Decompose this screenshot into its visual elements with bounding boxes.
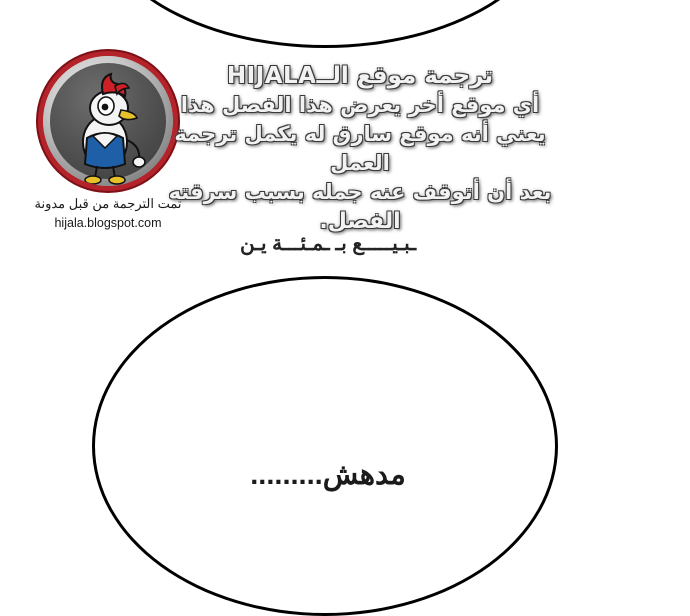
credit-line-1: تمت الترجمة من قبل مدونة bbox=[34, 196, 182, 211]
speech-bubble-top-text: ـبـيـــــع بـ ـمـئـــة يـن bbox=[239, 233, 417, 255]
credit-blog-url: hijala.blogspot.com bbox=[54, 215, 162, 230]
woodpecker-mascot-logo-icon bbox=[43, 56, 173, 186]
notice-line-5: الفصل. bbox=[319, 209, 401, 234]
speech-bubble-bottom-text: مدهش......... bbox=[250, 459, 406, 491]
notice-line-4: بعد أن أتوقف عنه جمله بسبب سرقته bbox=[168, 180, 552, 204]
notice-line-3: يعني أنه موقع سارق له يكمل ترجمة العمل bbox=[174, 122, 546, 175]
translation-notice bbox=[160, 62, 560, 236]
speech-bubble-bottom bbox=[92, 276, 558, 616]
woodpecker-bird-icon bbox=[43, 56, 173, 186]
notice-line-1: ترجمة موقع الــHIJALA bbox=[226, 63, 494, 89]
logo-ring bbox=[43, 56, 173, 186]
notice-line-2: أي موقع أخر يعرض هذا الفصل هذا bbox=[180, 93, 540, 117]
